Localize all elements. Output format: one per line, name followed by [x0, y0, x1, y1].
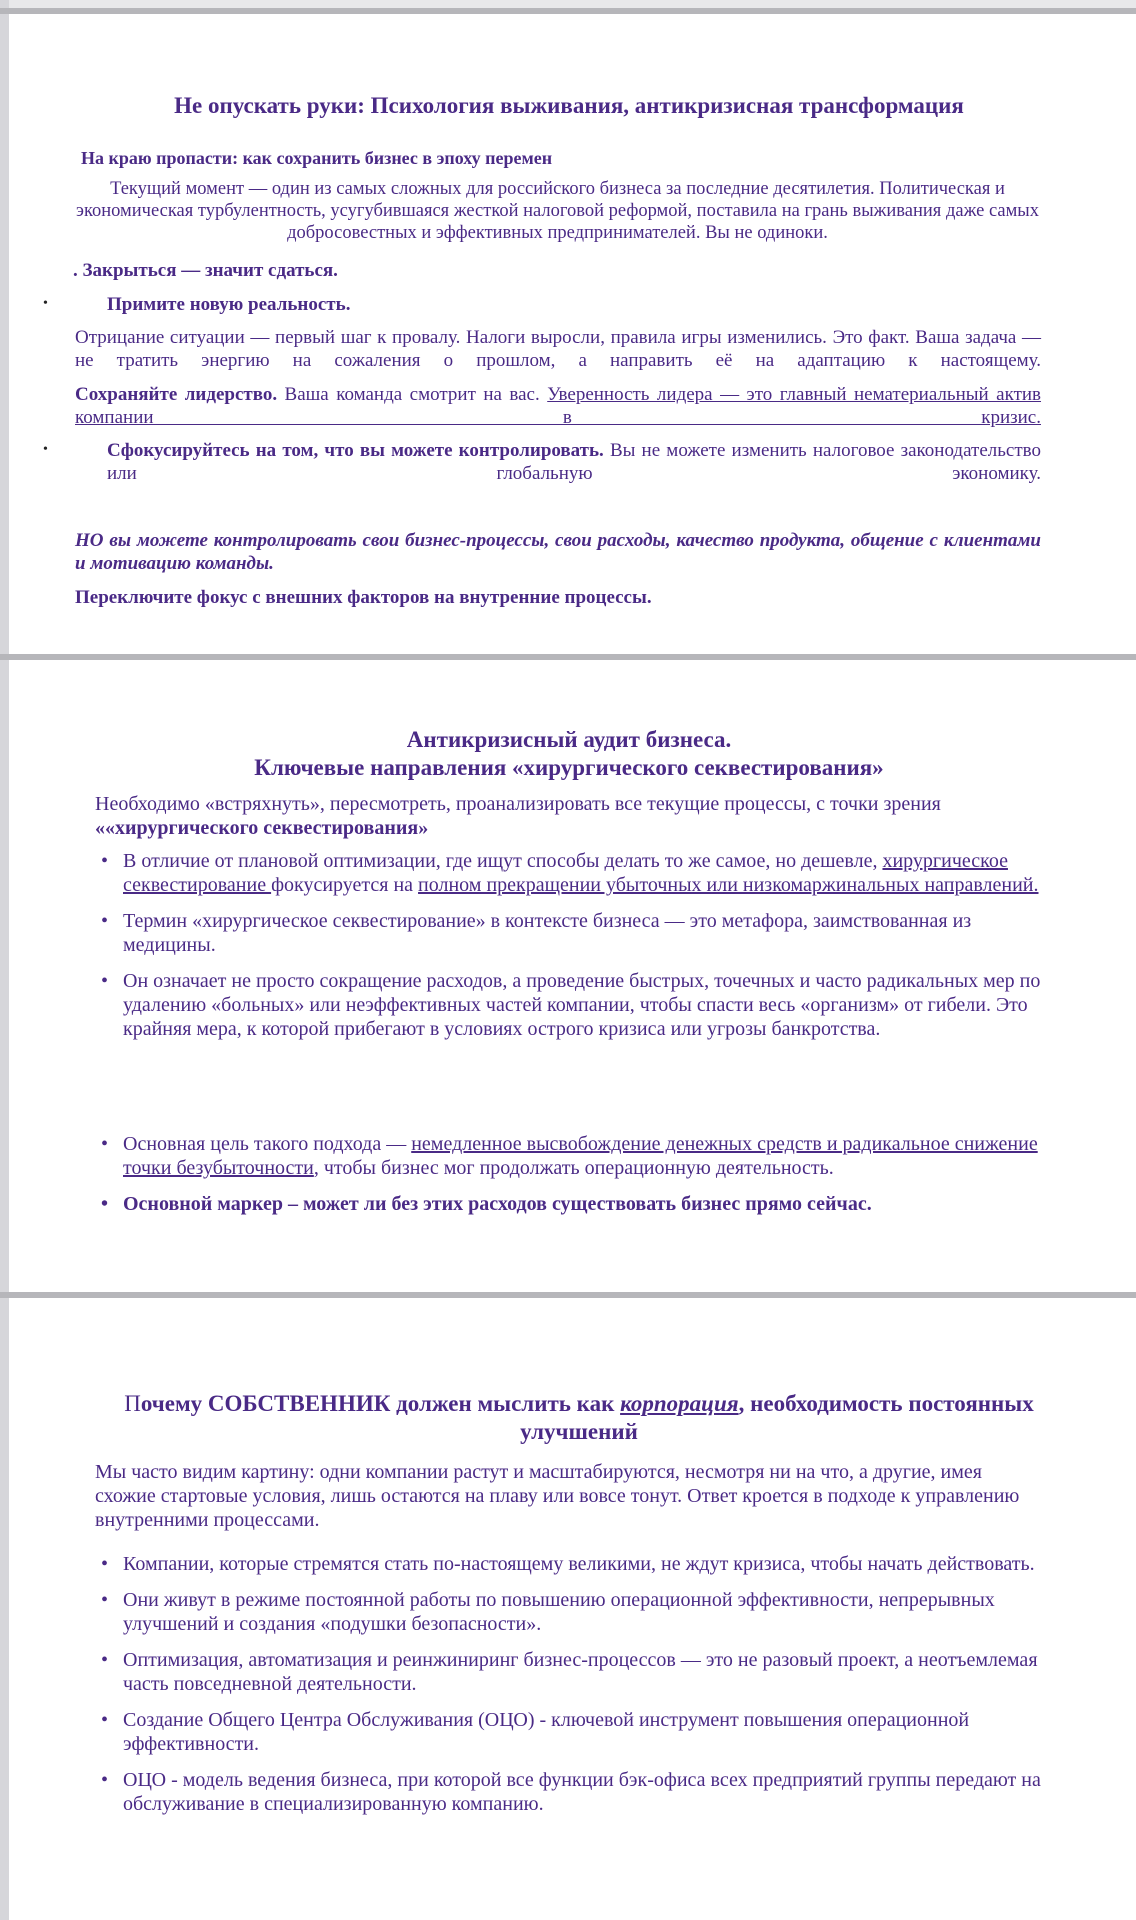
slide3-title-first-letter: П — [124, 1391, 141, 1416]
list-item: • ОЦО - модель ведения бизнеса, при которой все функции бэк-офиса всех предприятий группы передают на обслуживание в специализированную компанию. — [95, 1768, 1055, 1816]
b4-text2: , чтобы бизнес мог продолжать операционную деятельность. — [313, 1157, 834, 1179]
list-item: • Он означает не просто сокращение расходов, а проведение быстрых, точечных и часто радикальных мер по удалению «больных» или неэффективных частей компании, чтобы спасти весь «организм» от гибели. Это крайняя мера, к которой прибегают в условиях острого кризиса или угрозы банкротства. — [95, 969, 1055, 1041]
list-item — [95, 849, 1055, 897]
slide1-accept-heading: Примите новую реальность. — [107, 294, 351, 315]
slide1-focus — [107, 440, 1041, 486]
slide-corporation — [9, 1298, 1136, 1920]
left-edge-strip — [0, 0, 9, 1920]
list-item — [95, 1132, 1055, 1180]
slide2-intro-bold: ««хирургического секвестирования» — [95, 817, 429, 839]
list-item: • Компании, которые стремятся стать по-настоящему великими, не ждут кризиса, чтобы начать действовать. — [95, 1552, 1055, 1576]
list-item: • Оптимизация, автоматизация и реинжиниринг бизнес-процессов — это не разовый проект, а неотъемлемая часть повседневной деятельности. — [95, 1648, 1055, 1696]
slide3-title — [99, 1390, 1059, 1445]
slide1-subtitle: На краю пропасти: как сохранить бизнес в эпоху перемен — [81, 148, 553, 168]
b4-text1: Основная цель такого подхода — — [123, 1133, 412, 1155]
list-item: • Создание Общего Центра Обслуживания (ОЦО) - ключевой инструмент повышения операционной эффективности. — [95, 1708, 1055, 1756]
slide1-intro — [75, 178, 1040, 245]
slide2-title-line2: Ключевые направления «хирургического секвестирования» — [254, 754, 884, 780]
slide1-control-italic: НО вы можете контролировать свои бизнес-процессы, свои расходы, качество продукта, общение с клиентами и мотивацию команды. — [75, 530, 1041, 574]
list-item: • Термин «хирургическое секвестирование» в контексте бизнеса — это метафора, заимствованная из медицины. — [95, 909, 1055, 957]
list-item: • Основной маркер – может ли без этих расходов существовать бизнес прямо сейчас. — [95, 1192, 1055, 1216]
slide2-bullets-bottom — [95, 1132, 1055, 1216]
slide2-intro-text: Необходимо «встряхнуть», пересмотреть, проанализировать все текущие процессы, с точки зрения — [95, 793, 941, 815]
list-item: • Они живут в режиме постоянной работы по повышению операционной эффективности, непрерывных улучшений и создания «подушки безопасности». — [95, 1588, 1055, 1636]
slide3-title-part1: очему СОБСТВЕННИК должен мыслить как — [140, 1391, 621, 1416]
slide2-bullets-top — [95, 849, 1055, 1041]
focus-text: Вы не можете изменить налоговое законодательство или глобальную экономику. — [107, 440, 1041, 484]
slide2-title-line1: Антикризисный аудит бизнеса. — [406, 727, 732, 752]
leadership-underline: Уверенность лидера — это главный нематериальный актив компании в кризис. — [75, 384, 1042, 428]
leadership-bold: Сохраняйте лидерство. — [75, 384, 278, 405]
b4-underline: немедленное высвобождение денежных средств и радикальное снижение точки безубыточности — [123, 1133, 1038, 1179]
slide-psychology — [9, 14, 1136, 654]
slide3-title-part2: , необходимость постоянных улучшений — [520, 1391, 1034, 1444]
b1-underline2: полном прекращении убыточных или низкомаржинальных направлений. — [418, 874, 1039, 896]
slide1-leadership — [75, 384, 1041, 430]
bullet-dot: • — [43, 442, 48, 457]
slide2-intro — [95, 792, 1055, 840]
slide3-title-emph: корпорация — [620, 1391, 739, 1416]
b1-text1: В отличие от плановой оптимизации, где ищут способы делать то же самое, но дешевле, — [123, 850, 883, 872]
slide3-bullets — [95, 1552, 1055, 1816]
slide2-title — [69, 726, 1069, 781]
slide1-intro-text: Текущий момент — один из самых сложных для российского бизнеса за последние десятилетия. Политическая и экономическая турбулентность, усугубившаяся жесткой налоговой реформой, поставила на грань выживания даже самых добросовестных и эффективных предпринимателей. Вы не одиноки. — [76, 179, 1039, 244]
slide1-denial-text: Отрицание ситуации — первый шаг к провалу. Налоги выросли, правила игры изменились. Это факт. Ваша задача — не тратить энергию на сожаления о прошлом, а направить её на адаптацию к настоящему. — [75, 327, 1041, 371]
slide1-title: Не опускать руки: Психология выживания, антикризисная трансформация — [174, 93, 964, 118]
slide-audit — [9, 660, 1136, 1292]
slide1-switch-focus: Переключите фокус с внешних факторов на внутренние процессы. — [75, 587, 652, 608]
slide1-close-heading: . Закрыться — значит сдаться. — [73, 260, 338, 281]
slide3-intro: Мы часто видим картину: одни компании растут и масштабируются, несмотря ни на что, а другие, имея схожие стартовые условия, лишь остаются на плаву или вовсе тонут. Ответ кроется в подходе к управлению внутренними процессами. — [95, 1461, 1020, 1531]
bullet-dot: • — [43, 296, 48, 311]
b1-text2: фокусируется на — [271, 874, 419, 896]
leadership-text: Ваша команда смотрит на вас. — [277, 384, 548, 405]
b1-underline1: хирургическое секвестирование — [123, 850, 1008, 896]
focus-bold: Сфокусируйтесь на том, что вы можете контролировать. — [107, 440, 604, 461]
